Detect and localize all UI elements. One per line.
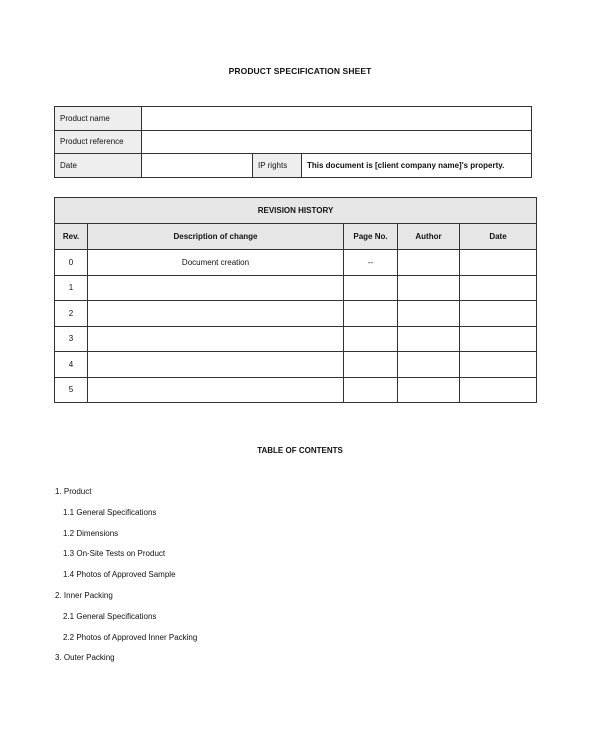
revision-history-title: REVISION HISTORY: [55, 198, 537, 224]
product-name-label: Product name: [55, 107, 142, 131]
table-row: [55, 352, 537, 378]
description-cell[interactable]: [88, 301, 344, 327]
author-cell[interactable]: [398, 275, 460, 301]
toc-item[interactable]: 1.4 Photos of Approved Sample: [63, 570, 176, 580]
toc-item[interactable]: 1.3 On-Site Tests on Product: [63, 549, 166, 559]
toc-item[interactable]: 3. Outer Packing: [55, 653, 115, 663]
page-cell[interactable]: [344, 326, 398, 352]
col-description-header: Description of change: [88, 224, 344, 250]
description-cell[interactable]: [88, 326, 344, 352]
product-info-table: [54, 106, 532, 178]
toc-item[interactable]: 1.1 General Specifications: [63, 507, 157, 517]
toc-item[interactable]: 1. Product: [55, 487, 92, 496]
date-label: Date: [55, 154, 142, 178]
date-value[interactable]: [142, 154, 253, 178]
rev-cell: 0: [55, 250, 88, 276]
author-cell[interactable]: [398, 326, 460, 352]
date-cell[interactable]: [460, 250, 537, 276]
ip-rights-value[interactable]: This document is [client company name]'s property.: [302, 154, 532, 178]
table-row: [55, 326, 537, 352]
author-cell[interactable]: [398, 377, 460, 403]
ip-rights-label: IP rights: [253, 154, 302, 178]
rev-cell: 2: [55, 301, 88, 327]
toc-item[interactable]: 2.1 General Specifications: [63, 611, 157, 621]
table-row: [55, 377, 537, 403]
date-cell[interactable]: [460, 352, 537, 378]
description-cell[interactable]: [88, 275, 344, 301]
date-cell[interactable]: [460, 275, 537, 301]
date-cell[interactable]: [460, 377, 537, 403]
rev-cell: 3: [55, 326, 88, 352]
toc-item[interactable]: 1.2 Dimensions: [63, 528, 119, 538]
col-date-header: Date: [460, 224, 537, 250]
product-reference-row: [55, 130, 532, 154]
author-cell[interactable]: [398, 301, 460, 327]
page-cell[interactable]: [344, 301, 398, 327]
toc-title: TABLE OF CONTENTS: [257, 446, 343, 455]
product-reference-label: Product reference: [55, 130, 142, 154]
author-cell[interactable]: [398, 250, 460, 276]
product-name-row: [55, 107, 532, 131]
document-title: PRODUCT SPECIFICATION SHEET: [228, 66, 372, 76]
description-cell[interactable]: [88, 377, 344, 403]
date-cell[interactable]: [460, 326, 537, 352]
table-row: [55, 250, 537, 276]
toc-item[interactable]: 2. Inner Packing: [55, 590, 113, 600]
product-name-value[interactable]: [142, 107, 532, 131]
date-row: [55, 154, 532, 178]
page-cell[interactable]: --: [344, 250, 398, 276]
page-cell[interactable]: [344, 377, 398, 403]
table-row: [55, 275, 537, 301]
page-cell[interactable]: [344, 275, 398, 301]
page-cell[interactable]: [344, 352, 398, 378]
revision-history-table: [54, 197, 537, 403]
rev-cell: 5: [55, 377, 88, 403]
description-cell[interactable]: [88, 352, 344, 378]
author-cell[interactable]: [398, 352, 460, 378]
rev-cell: 4: [55, 352, 88, 378]
product-reference-value[interactable]: [142, 130, 532, 154]
col-author-header: Author: [398, 224, 460, 250]
col-rev-header: Rev.: [55, 224, 88, 250]
table-of-contents: [55, 487, 197, 674]
toc-item[interactable]: 2.2 Photos of Approved Inner Packing: [63, 632, 198, 642]
date-cell[interactable]: [460, 301, 537, 327]
col-page-header: Page No.: [344, 224, 398, 250]
description-cell[interactable]: Document creation: [88, 250, 344, 276]
rev-cell: 1: [55, 275, 88, 301]
revision-history-header: [55, 224, 537, 250]
table-row: [55, 301, 537, 327]
